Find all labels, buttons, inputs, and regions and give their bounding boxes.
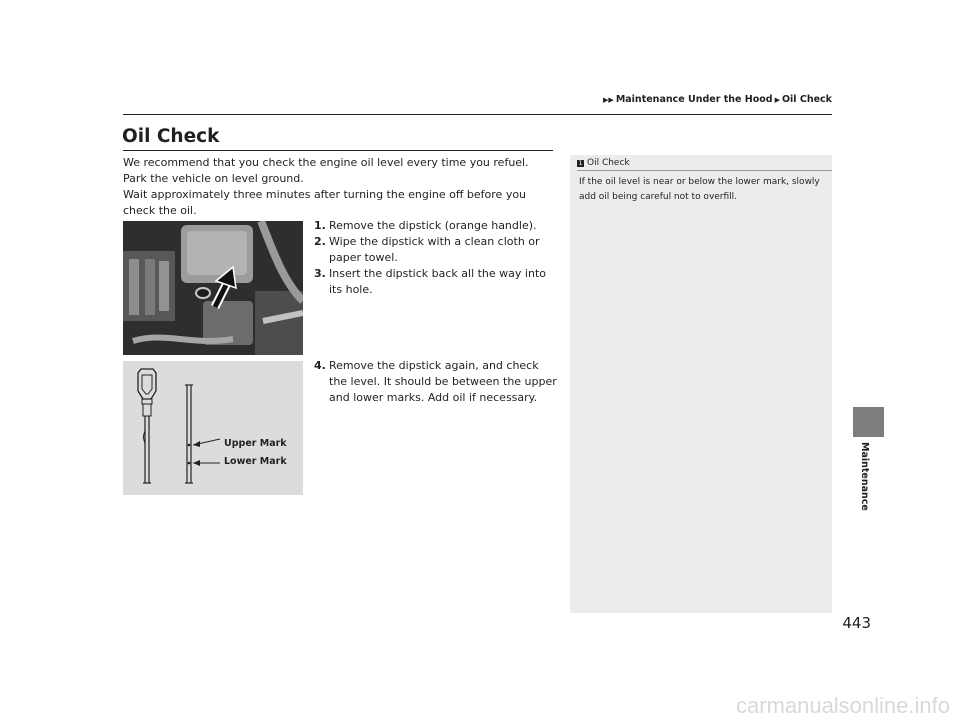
breadcrumb [603,94,832,105]
intro-text [123,155,555,219]
step-text: Remove the dipstick again, and check the level. It should be between the upper and lower marks. Add oil if necessary. [329,359,557,404]
note-title: Oil Check [587,158,630,168]
section-tab[interactable] [853,407,884,437]
breadcrumb-parent[interactable]: Maintenance Under the Hood [615,94,773,105]
dipstick-illustration [123,361,303,495]
note-heading [577,158,630,168]
breadcrumb-current: Oil Check [781,94,832,105]
triangle-arrow-icon: ▶ [774,95,780,104]
note-text: If the oil level is near or below the lower mark, slowly add oil being careful not to overfill. [579,177,820,202]
step-number: 3. [314,267,326,280]
step-text: Remove the dipstick (orange handle). [329,219,537,232]
upper-mark-label: Upper Mark [224,438,287,449]
step-item [314,218,559,234]
dipstick-diagram [123,361,303,495]
step-number: 1. [314,219,326,232]
title-divider [123,150,553,151]
intro-line: Park the vehicle on level ground. [123,172,304,185]
section-tab-label: Maintenance [859,442,870,511]
lower-mark-label: Lower Mark [224,456,287,467]
double-triangle-arrow-icon: ▶▶ [603,95,614,104]
step-item [314,234,559,266]
header-divider [123,114,832,115]
steps-list-continued [314,358,559,406]
step-item [314,266,559,298]
note-sidebar [570,155,832,613]
page-title: Oil Check [122,126,220,147]
step-text: Wipe the dipstick with a clean cloth or paper towel. [329,235,540,264]
note-marker-icon: 1 [578,159,583,167]
intro-line: Wait approximately three minutes after turning the engine off before you check the oil. [123,188,527,217]
step-number: 4. [314,359,326,372]
watermark: carmanualsonline.info [735,693,950,718]
step-number: 2. [314,235,326,248]
note-divider [577,170,832,171]
intro-line: We recommend that you check the engine oil level every time you refuel. [123,156,529,169]
engine-bay-photo [123,221,303,355]
step-item [314,358,559,406]
page-number: 443 [842,614,871,632]
step-text: Insert the dipstick back all the way into its hole. [329,267,546,296]
steps-list [314,218,559,298]
engine-bay-illustration [123,221,303,355]
